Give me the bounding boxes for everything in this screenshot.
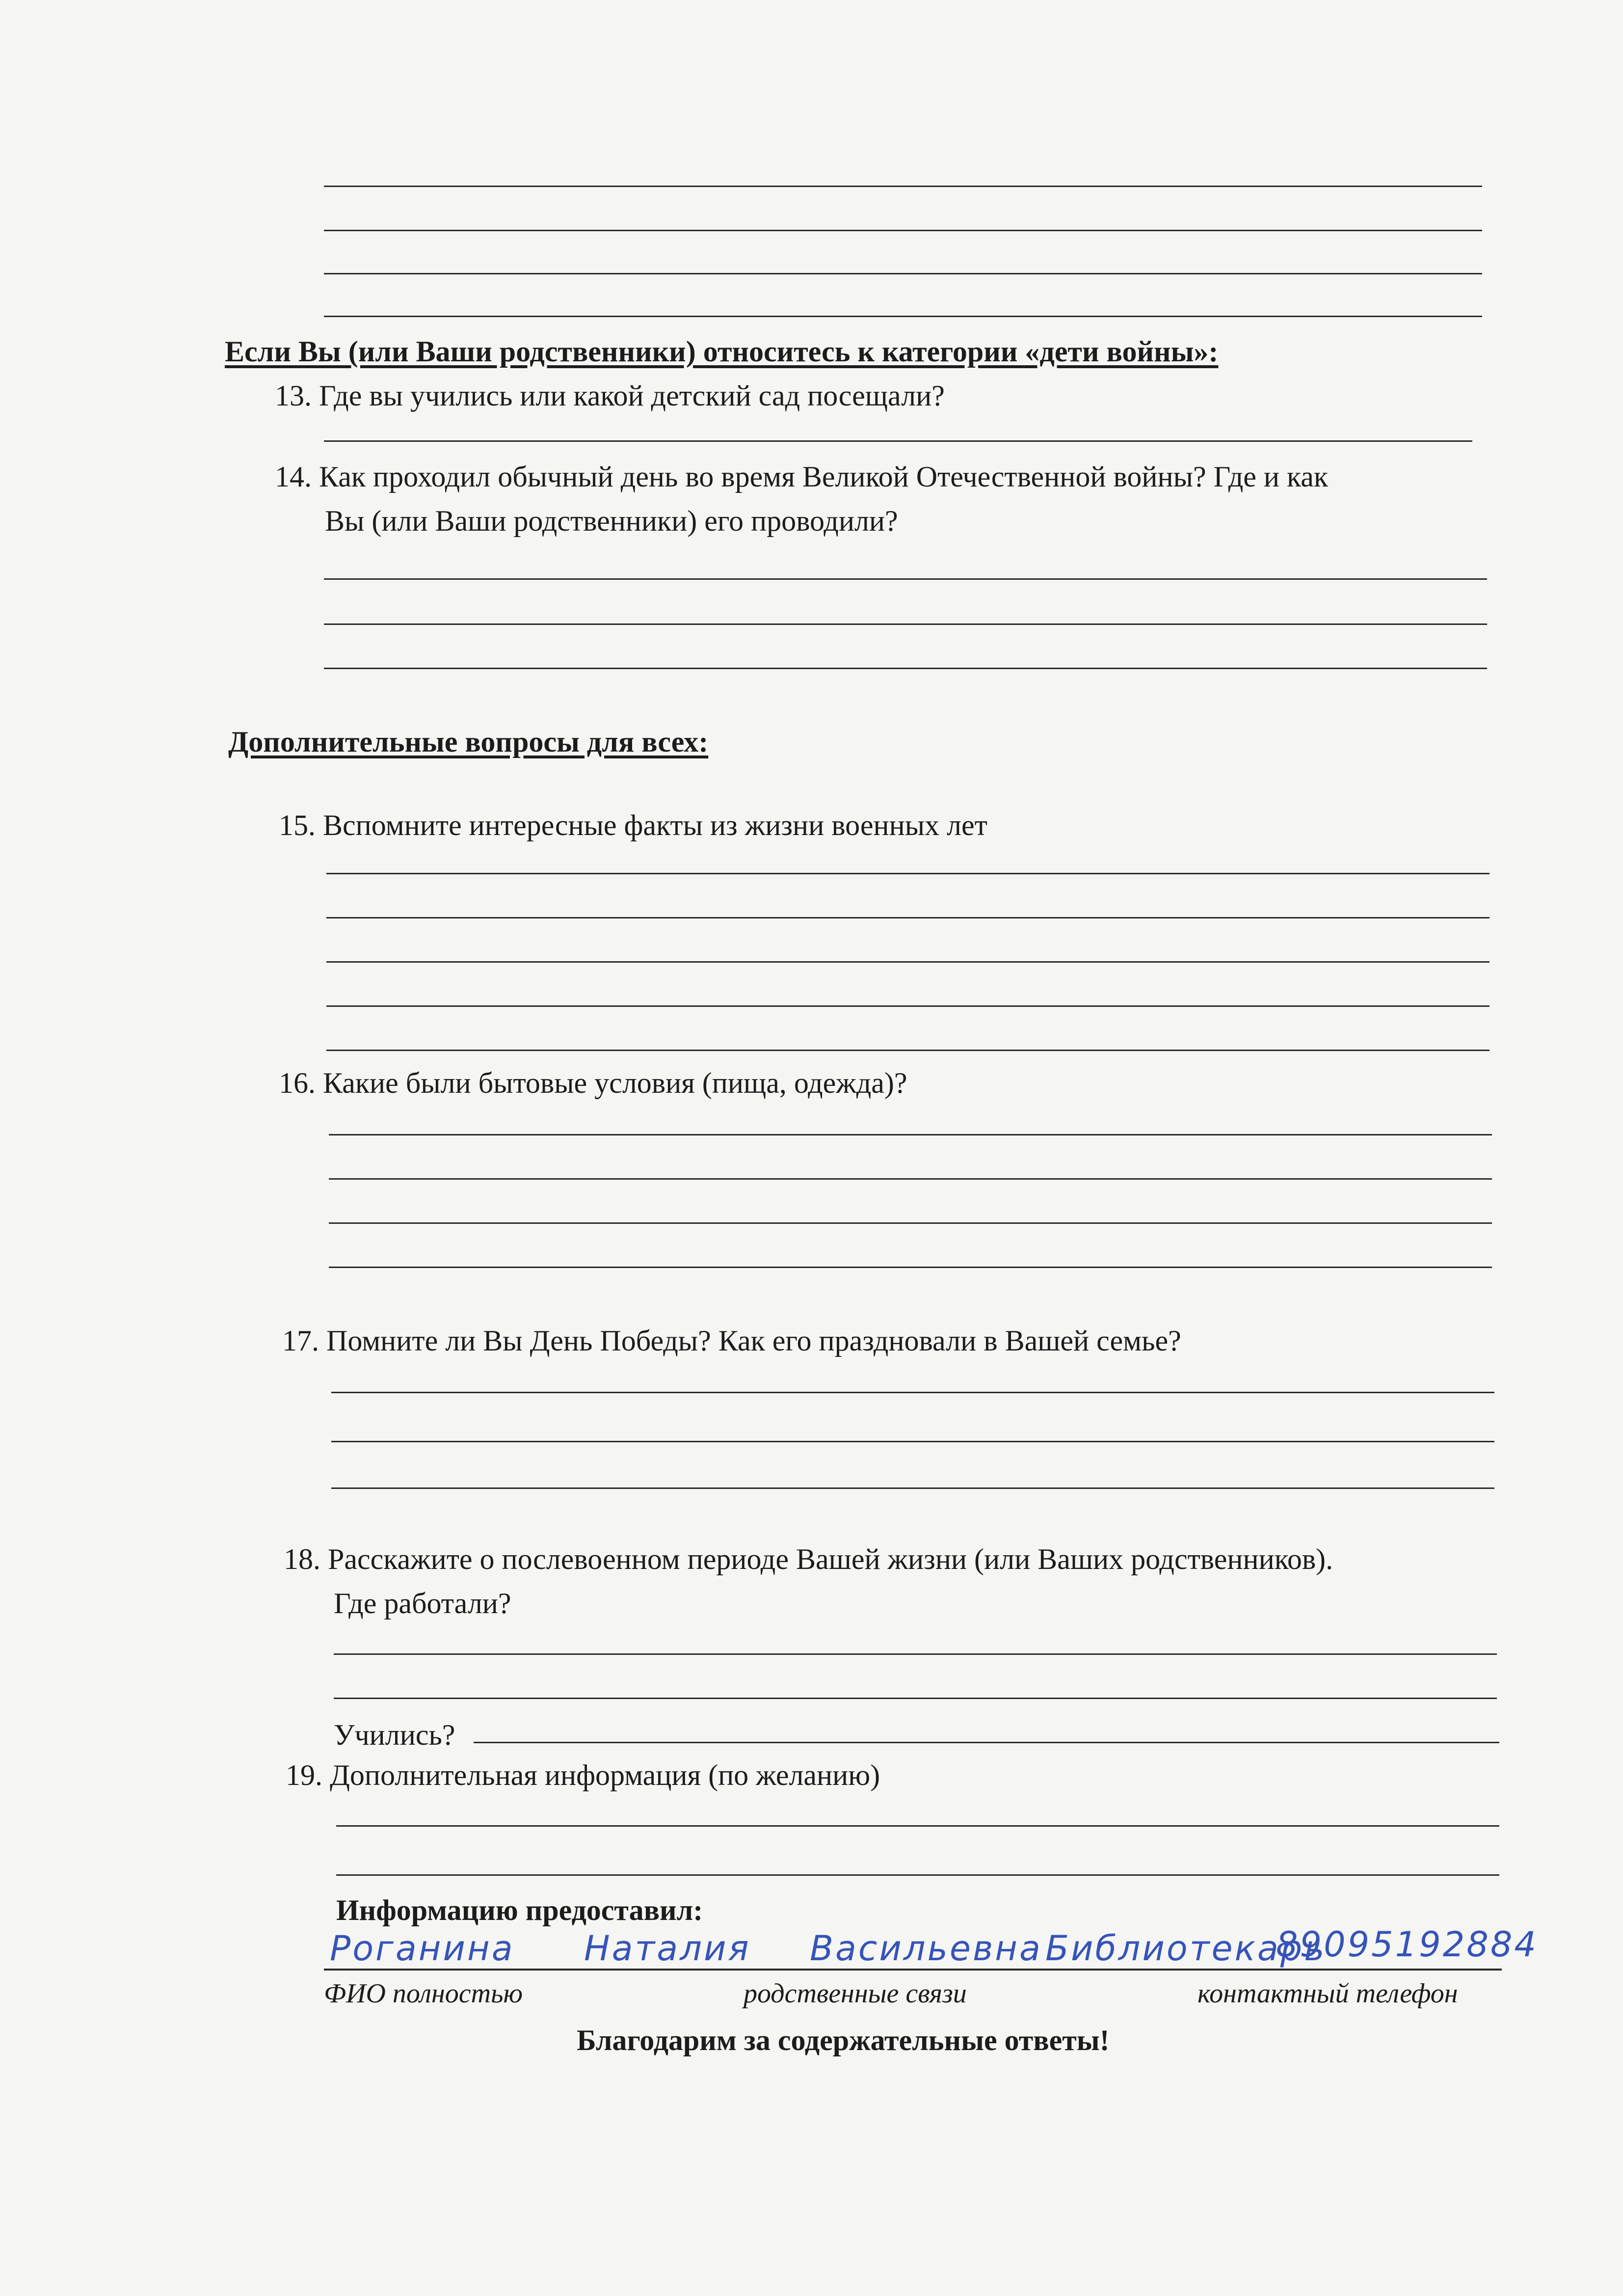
answer-line[interactable] <box>326 961 1490 963</box>
signature-relation[interactable]: Библиотекарь <box>1045 1928 1327 1969</box>
section-heading-for-all: Дополнительные вопросы для всех: <box>228 726 709 758</box>
question-15: 15. Вспомните интересные факты из жизни военных лет <box>279 809 987 841</box>
question-16: 16. Какие были бытовые условия (пища, одежда)? <box>279 1067 907 1099</box>
answer-line[interactable] <box>324 668 1487 669</box>
answer-line[interactable] <box>324 623 1487 625</box>
question-18-studied: Учились? <box>334 1719 455 1751</box>
answer-line[interactable] <box>329 1267 1492 1268</box>
answer-line[interactable] <box>324 273 1482 274</box>
caption-phone: контактный телефон <box>1197 1978 1458 2009</box>
question-14-line1: 14. Как проходил обычный день во время Великой Отечественной войны? Где и как <box>275 460 1329 493</box>
answer-line[interactable] <box>336 1874 1499 1876</box>
answer-line[interactable] <box>334 1698 1497 1699</box>
signature-line[interactable] <box>324 1969 1502 1971</box>
question-18-line1: 18. Расскажите о послевоенном периоде Вашей жизни (или Ваших родственников). <box>284 1543 1333 1575</box>
answer-line[interactable] <box>334 1653 1497 1655</box>
caption-fio: ФИО полностью <box>324 1978 523 2009</box>
answer-line[interactable] <box>324 186 1482 187</box>
answer-line[interactable] <box>329 1222 1492 1224</box>
answer-line[interactable] <box>331 1392 1494 1393</box>
section-heading-children-of-war: Если Вы (или Ваши родственники) относитесь к категории «дети войны»: <box>225 335 1219 368</box>
answer-line[interactable] <box>331 1441 1494 1442</box>
answer-line[interactable] <box>326 917 1490 918</box>
answer-line[interactable] <box>326 873 1490 874</box>
answer-line[interactable] <box>324 230 1482 231</box>
answer-line[interactable] <box>326 1005 1490 1007</box>
answer-line-studied[interactable] <box>474 1742 1499 1743</box>
answer-line[interactable] <box>336 1825 1499 1827</box>
answer-line[interactable] <box>326 1050 1490 1051</box>
answer-line[interactable] <box>329 1134 1492 1135</box>
answer-line[interactable] <box>329 1178 1492 1180</box>
signature-name[interactable]: Наталия <box>584 1928 751 1969</box>
answer-line[interactable] <box>324 440 1472 442</box>
question-17: 17. Помните ли Вы День Победы? Как его праздновали в Вашей семье? <box>282 1324 1181 1357</box>
provided-by-label: Информацию предоставил: <box>336 1894 703 1926</box>
answer-line[interactable] <box>324 578 1487 580</box>
signature-phone[interactable]: 89095192884 <box>1276 1924 1538 1965</box>
signature-surname[interactable]: Роганина <box>330 1928 515 1969</box>
question-18-line2: Где работали? <box>334 1587 511 1620</box>
answer-line[interactable] <box>324 316 1482 317</box>
answer-line[interactable] <box>331 1487 1494 1489</box>
question-13: 13. Где вы учились или какой детский сад посещали? <box>275 379 945 412</box>
question-19: 19. Дополнительная информация (по желанию) <box>286 1759 880 1791</box>
question-14-line2: Вы (или Ваши родственники) его проводили? <box>325 505 898 537</box>
thanks-message: Благодарим за содержательные ответы! <box>577 2024 1110 2056</box>
signature-patronymic[interactable]: Васильевна <box>810 1928 1042 1969</box>
caption-relation: родственные связи <box>744 1978 967 2009</box>
